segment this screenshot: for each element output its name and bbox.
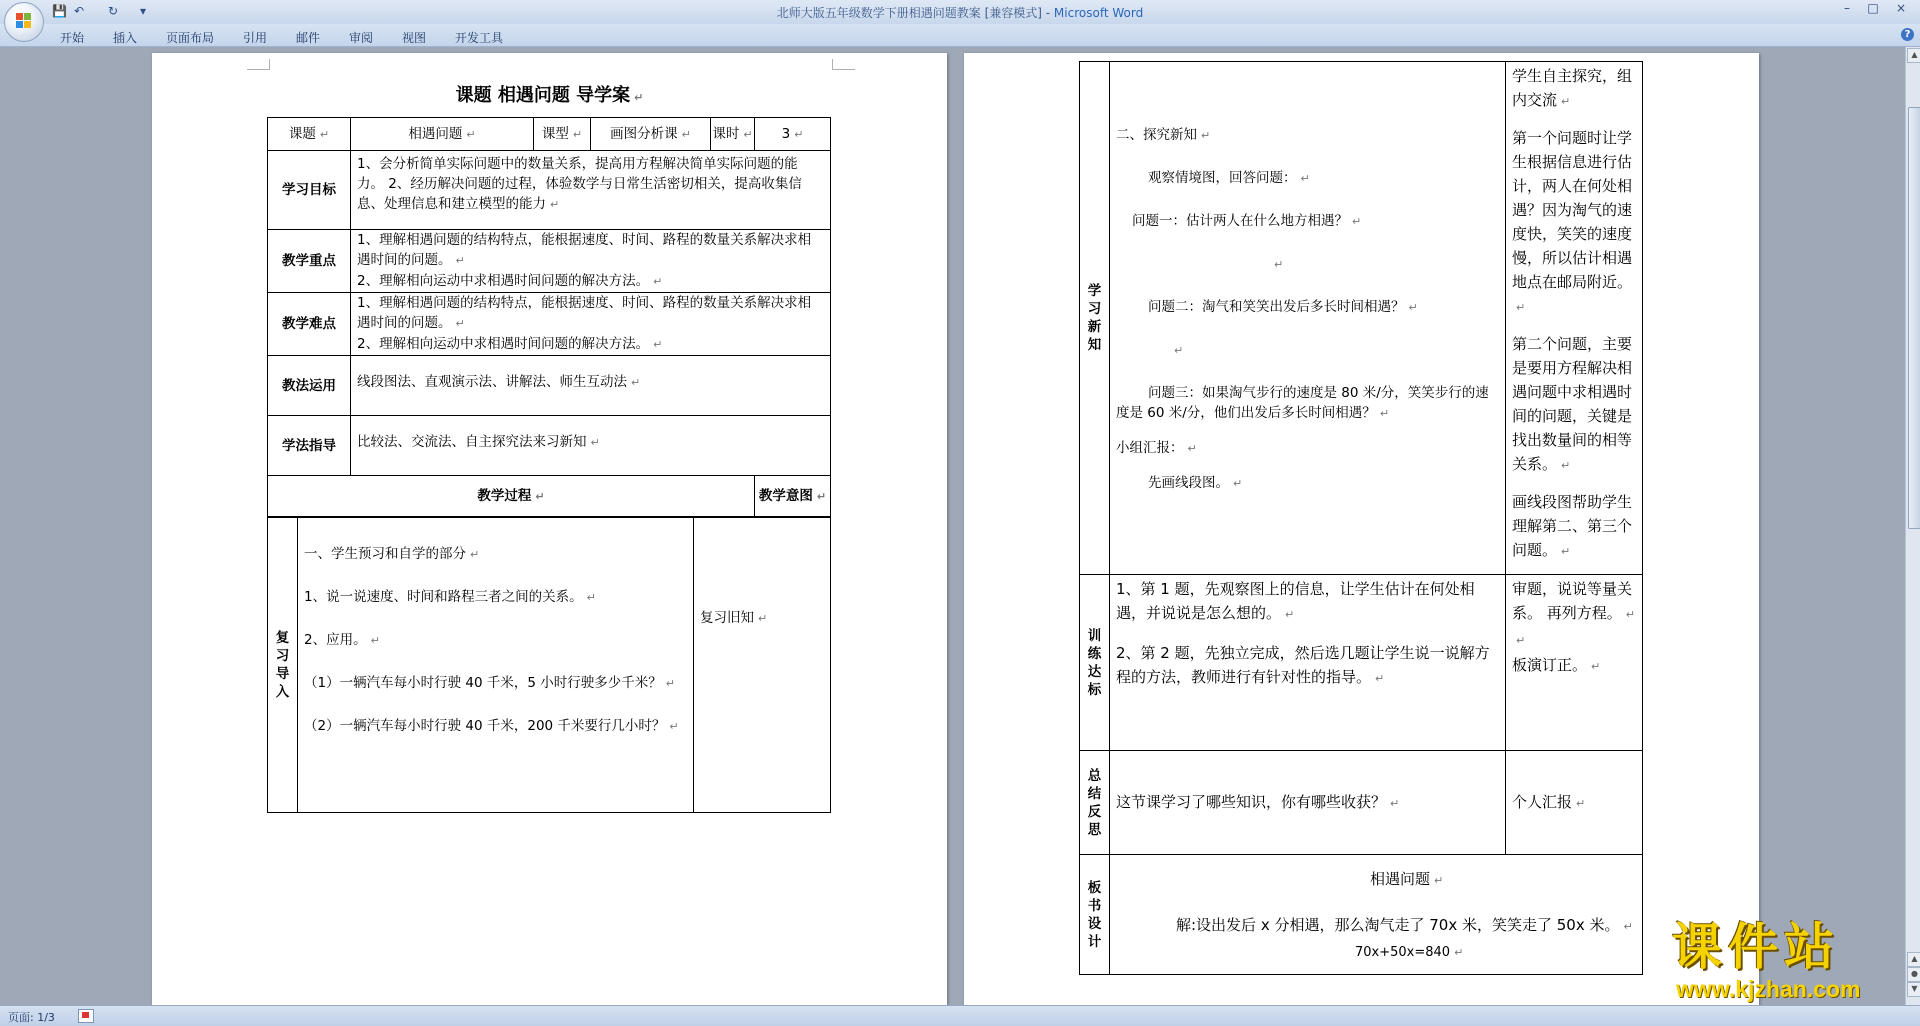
section-content-cell[interactable] bbox=[1110, 575, 1506, 751]
review-content-cell[interactable] bbox=[298, 518, 694, 813]
cell-text: 复习旧知 bbox=[700, 610, 754, 626]
label-text: 教学难点 bbox=[282, 316, 336, 332]
cell-text: 一、学生预习和自学的部分 bbox=[304, 546, 466, 562]
lesson-info-table bbox=[267, 117, 831, 517]
table-row bbox=[1080, 751, 1643, 855]
cell-text: 第一个问题时让学生根据信息进行估计，两人在何处相遇？因为淘气的速度快，笑笑的速度慢，所以估计相遇地点在邮局附近。 bbox=[1512, 129, 1633, 291]
paragraph-mark: ↵ bbox=[1434, 874, 1444, 887]
scroll-thumb[interactable] bbox=[1908, 107, 1920, 529]
label-text: 课题 bbox=[288, 125, 316, 142]
table-row bbox=[268, 356, 831, 416]
margin-corner-mark bbox=[247, 59, 270, 70]
cell-label-periods[interactable] bbox=[711, 118, 755, 151]
paragraph-mark: ↵ bbox=[1516, 634, 1526, 647]
minimize-button[interactable]: – bbox=[1844, 1, 1850, 15]
table-row bbox=[1080, 575, 1643, 751]
ribbon-tabs bbox=[0, 24, 1920, 47]
paragraph-mark: ↵ bbox=[586, 591, 596, 604]
paragraph-mark: ↵ bbox=[681, 127, 691, 141]
cell-text: 先画线段图。 bbox=[1148, 475, 1229, 491]
page-heading bbox=[152, 81, 947, 107]
label-text: 学习目标 bbox=[282, 182, 336, 198]
paragraph-mark: ↵ bbox=[1623, 920, 1633, 933]
cell-text: 板演订正。 bbox=[1512, 656, 1588, 674]
board-design-cell[interactable] bbox=[1110, 855, 1643, 975]
browse-object-icon[interactable]: ● bbox=[1907, 967, 1920, 982]
cell-label-topic[interactable] bbox=[268, 118, 351, 151]
cell-label-type[interactable] bbox=[534, 118, 591, 151]
paragraph-mark: ↵ bbox=[572, 127, 583, 141]
label-text: 学法指导 bbox=[282, 437, 336, 454]
table-row bbox=[268, 518, 831, 813]
cell-text: 问题二：淘气和笑笑出发后多长时间相遇？ bbox=[1148, 299, 1405, 315]
paragraph-mark: ↵ bbox=[590, 436, 600, 449]
paragraph-mark: ↵ bbox=[535, 489, 545, 503]
paragraph-mark: ↵ bbox=[1352, 215, 1362, 228]
row-content-methods[interactable] bbox=[351, 356, 831, 416]
cell-text: （2）一辆汽车每小时行驶 40 千米，200 千米要行几小时？ bbox=[304, 718, 666, 734]
tab-developer[interactable]: 开发工具 bbox=[455, 31, 504, 45]
paragraph-mark: ↵ bbox=[1454, 946, 1464, 959]
cell-text: 1、理解相遇问题的结构特点，能根据速度、时间、路程的数量关系解决求相遇时间的问题。 bbox=[357, 295, 812, 331]
row-content-key-points[interactable] bbox=[351, 230, 831, 293]
cell-text: 这节课学习了哪些知识，你有哪些收获？ bbox=[1116, 792, 1387, 811]
section-intent-cell[interactable] bbox=[1506, 751, 1643, 855]
redo-icon[interactable]: ↻ bbox=[108, 4, 119, 18]
header-text: 教学过程 bbox=[477, 487, 532, 504]
app-name: Microsoft Word bbox=[1053, 6, 1144, 20]
next-page-icon[interactable]: ▼ bbox=[1907, 982, 1920, 997]
paragraph-mark: ↵ bbox=[653, 338, 663, 351]
paragraph-mark: ↵ bbox=[1625, 608, 1635, 621]
cell-text: 1、说一说速度、时间和路程三者之间的关系。 bbox=[304, 589, 583, 605]
lesson-process-table bbox=[1079, 61, 1643, 975]
cell-text: （1）一辆汽车每小时行驶 40 千米，5 小时行驶多少千米？ bbox=[304, 675, 662, 691]
paragraph-mark: ↵ bbox=[631, 376, 641, 389]
section-label: 训练达标 bbox=[1087, 627, 1102, 698]
cell-text: 1、第 1 题，先观察图上的信息，让学生估计在何处相遇，并说说是怎么想的。 bbox=[1116, 580, 1475, 622]
margin-corner-mark bbox=[832, 59, 855, 70]
paragraph-mark: ↵ bbox=[1561, 95, 1571, 108]
row-label-key-points[interactable] bbox=[268, 230, 351, 293]
cell-text: 解:设出发后 x 分相遇，那么淘气走了 70x 米，笑笑走了 50x 米。 bbox=[1176, 916, 1620, 934]
watermark-logo bbox=[1668, 918, 1908, 1002]
previous-page-icon[interactable]: ▲ bbox=[1907, 952, 1920, 967]
paragraph-mark: ↵ bbox=[470, 548, 480, 561]
undo-icon[interactable]: ↶ bbox=[74, 4, 85, 18]
status-bar bbox=[0, 1005, 1920, 1026]
paragraph-mark: ↵ bbox=[466, 127, 476, 141]
tab-references[interactable]: 引用 bbox=[243, 31, 268, 45]
paragraph-mark: ↵ bbox=[1285, 608, 1295, 621]
cell-text: 相遇问题 bbox=[1370, 870, 1431, 888]
page-heading-text: 课题 相遇问题 导学案 bbox=[455, 85, 631, 106]
office-button[interactable] bbox=[4, 2, 44, 42]
proofing-status-icon[interactable] bbox=[78, 1009, 94, 1023]
type-value: 画图分析课 bbox=[610, 125, 678, 142]
paragraph-mark: ↵ bbox=[1408, 301, 1418, 314]
tab-mailings[interactable]: 邮件 bbox=[296, 31, 321, 45]
cell-text: 线段图法、直观演示法、讲解法、师生互动法 bbox=[357, 374, 627, 390]
cell-text: 问题三：如果淘气步行的速度是 80 米/分，笑笑步行的速度是 60 米/分，他们出发后多长时间相遇？ bbox=[1116, 385, 1489, 421]
cell-text: 问题一：估计两人在什么地方相遇？ bbox=[1132, 213, 1348, 229]
section-label: 板书设计 bbox=[1087, 879, 1102, 950]
cell-text: 比较法、交流法、自主探究法来习新知 bbox=[357, 434, 587, 450]
paragraph-mark: ↵ bbox=[758, 612, 768, 625]
cell-text: 审题，说说等量关系。 再列方程。 bbox=[1512, 580, 1633, 622]
paragraph-mark: ↵ bbox=[1561, 545, 1571, 558]
cell-text: 1、理解相遇问题的结构特点，能根据速度、时间、路程的数量关系解决求相遇时间的问题。 bbox=[357, 232, 812, 268]
table-row bbox=[1080, 855, 1643, 975]
review-intent-cell[interactable] bbox=[694, 518, 831, 813]
row-content-learning[interactable] bbox=[351, 416, 831, 476]
table-row bbox=[268, 476, 831, 517]
vertical-scrollbar[interactable] bbox=[1905, 47, 1920, 1005]
tab-home[interactable]: 开始 bbox=[60, 31, 85, 45]
paragraph-mark: ↵ bbox=[1300, 172, 1310, 185]
paragraph-mark: ↵ bbox=[319, 127, 330, 141]
section-label: 学习新知 bbox=[1087, 283, 1102, 353]
row-label-learning[interactable] bbox=[268, 416, 351, 476]
section-intent-cell[interactable] bbox=[1506, 575, 1643, 751]
cell-text: 个人汇报 bbox=[1512, 792, 1573, 811]
paragraph-mark: ↵ bbox=[1516, 301, 1526, 314]
review-label-cell[interactable] bbox=[268, 518, 298, 813]
office-logo-icon bbox=[16, 13, 32, 29]
paragraph-mark: ↵ bbox=[370, 634, 380, 647]
periods-value: 3 bbox=[781, 125, 791, 142]
cell-topic-value[interactable] bbox=[351, 118, 534, 151]
tab-view[interactable]: 视图 bbox=[402, 31, 427, 45]
paragraph-mark: ↵ bbox=[1233, 477, 1243, 490]
cell-type-value[interactable] bbox=[591, 118, 711, 151]
table-row bbox=[1080, 62, 1643, 575]
tab-page-layout[interactable]: 页面布局 bbox=[166, 31, 215, 45]
row-content-goals[interactable] bbox=[351, 151, 831, 230]
paragraph-mark: ↵ bbox=[1576, 796, 1586, 810]
cell-text: 学生自主探究，组内交流 bbox=[1512, 67, 1633, 109]
row-content-difficulties[interactable] bbox=[351, 293, 831, 356]
paragraph-mark: ↵ bbox=[1561, 459, 1571, 472]
label-text: 教法运用 bbox=[282, 377, 336, 394]
paragraph-mark: ↵ bbox=[1390, 796, 1400, 810]
document-area bbox=[0, 47, 1905, 1005]
table-row bbox=[268, 293, 831, 356]
cell-text: 2、理解相向运动中求相遇时间问题的解决方法。 bbox=[357, 336, 650, 352]
cell-text: 画线段图帮助学生理解第二、第三个问题。 bbox=[1512, 493, 1633, 559]
row-label-methods[interactable] bbox=[268, 356, 351, 416]
cell-text: 70x+50x=840 bbox=[1355, 945, 1451, 960]
section-content-cell[interactable] bbox=[1110, 751, 1506, 855]
maximize-button[interactable]: □ bbox=[1867, 1, 1879, 15]
watermark-brand: 课件站 bbox=[1672, 918, 1840, 976]
paragraph-mark: ↵ bbox=[455, 254, 465, 267]
scroll-up-icon[interactable]: ▲ bbox=[1907, 48, 1920, 63]
customize-toolbar-icon[interactable]: ▾ bbox=[140, 4, 147, 18]
paragraph-mark: ↵ bbox=[794, 127, 804, 141]
cell-text: 2、应用。 bbox=[304, 632, 367, 648]
paragraph-mark: ↵ bbox=[1187, 442, 1197, 455]
help-icon[interactable]: ? bbox=[1901, 28, 1914, 41]
close-button[interactable]: × bbox=[1895, 1, 1907, 15]
header-row bbox=[268, 118, 831, 151]
paragraph-mark: ↵ bbox=[743, 127, 753, 141]
paragraph-mark: ↵ bbox=[455, 317, 465, 330]
paragraph-mark: ↵ bbox=[653, 275, 663, 288]
window-title bbox=[0, 4, 1920, 21]
table-row bbox=[268, 230, 831, 293]
intent-header[interactable] bbox=[755, 476, 831, 517]
row-label-difficulties[interactable] bbox=[268, 293, 351, 356]
cell-periods-value[interactable] bbox=[755, 118, 831, 151]
title-bar bbox=[0, 0, 1920, 25]
section-label-cell[interactable] bbox=[1080, 575, 1110, 751]
row-label-goals[interactable] bbox=[268, 151, 351, 230]
cell-text: 2、第 2 题，先独立完成，然后选几题让学生说一说解方程的方法，教师进行有针对性的指导。 bbox=[1116, 644, 1490, 686]
process-header[interactable] bbox=[268, 476, 755, 517]
paragraph-mark: ↵ bbox=[1174, 344, 1184, 357]
section-label-cell[interactable] bbox=[1080, 62, 1110, 575]
watermark-url: www.kjzhan.com bbox=[1676, 976, 1861, 1002]
section-content-cell[interactable] bbox=[1110, 62, 1506, 575]
review-label: 复习导入 bbox=[275, 630, 290, 700]
paragraph-mark: ↵ bbox=[1379, 407, 1390, 420]
paragraph-mark: ↵ bbox=[1375, 672, 1385, 685]
cell-text: 二、探究新知 bbox=[1116, 127, 1197, 143]
page-indicator[interactable]: 页面: 1/3 bbox=[8, 1011, 55, 1024]
cell-text: 2、理解相向运动中求相遇时间问题的解决方法。 bbox=[357, 273, 650, 289]
header-text: 教学意图 bbox=[758, 487, 813, 504]
document-title: 北师大版五年级数学下册相遇问题教案 [兼容模式] - bbox=[776, 6, 1054, 20]
cell-text: 1、会分析简单实际问题中的数量关系，提高用方程解决简单实际问题的能力。 2、经历解决问题的过程，体验数学与日常生活密切相关，提高收集信息、处理信息和建立模型的能力 bbox=[357, 156, 802, 212]
page-2 bbox=[964, 53, 1759, 1005]
paragraph-mark: ↵ bbox=[1591, 660, 1601, 673]
tab-review[interactable]: 审阅 bbox=[349, 31, 374, 45]
label-text: 教学重点 bbox=[282, 253, 336, 269]
section-intent-cell[interactable] bbox=[1506, 62, 1643, 575]
page-1 bbox=[152, 53, 947, 1005]
cell-text: 第二个问题，主要是要用方程解决相遇问题中求相遇时间的问题，关键是找出数量间的相等关系。 bbox=[1512, 335, 1633, 473]
tab-insert[interactable]: 插入 bbox=[113, 31, 138, 45]
paragraph-mark: ↵ bbox=[669, 720, 679, 733]
save-icon[interactable]: 💾 bbox=[52, 4, 67, 18]
paragraph-mark: ↵ bbox=[1201, 129, 1211, 142]
table-row bbox=[268, 416, 831, 476]
review-section-table bbox=[267, 517, 831, 813]
section-label-cell[interactable] bbox=[1080, 855, 1110, 975]
section-label: 总结反思 bbox=[1087, 767, 1102, 838]
cell-text: 小组汇报： bbox=[1116, 440, 1184, 456]
paragraph-mark: ↵ bbox=[665, 677, 675, 690]
label-text: 课时 bbox=[712, 125, 740, 142]
table-row bbox=[268, 151, 831, 230]
paragraph-mark: ↵ bbox=[634, 91, 644, 104]
paragraph-mark: ↵ bbox=[550, 198, 560, 211]
paragraph-mark: ↵ bbox=[816, 489, 827, 503]
cell-text: 观察情境图，回答问题： bbox=[1148, 170, 1297, 186]
paragraph-mark: ↵ bbox=[1274, 258, 1284, 271]
label-text: 课型 bbox=[541, 125, 569, 142]
topic-value: 相遇问题 bbox=[408, 125, 463, 142]
section-label-cell[interactable] bbox=[1080, 751, 1110, 855]
